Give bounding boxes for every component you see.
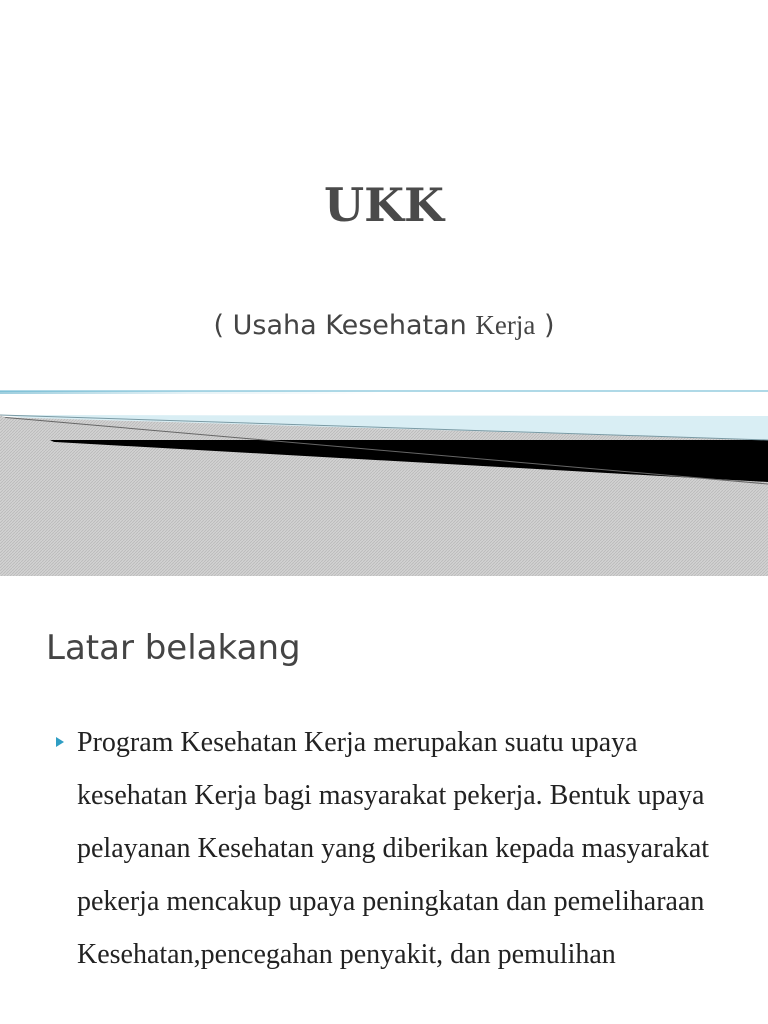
subtitle-text-2: Kerja [475,310,536,340]
slide-subtitle [0,310,768,341]
bullet-arrow-icon [56,737,64,747]
slide-title: UKK [323,178,445,232]
content-slide [0,576,768,1024]
subtitle-text-3: ) [535,310,555,341]
bullet-text: Program Kesehatan Kerja merupakan suatu upaya kesehatan Kerja bagi masyarakat pekerja. Bentuk upaya pelayanan Kesehatan yang diberikan kepada masyarakat pekerja mencakup upaya peningkatan dan pemeliharaan Kesehatan,pencegahan penyakit, dan pemulihan [77,727,710,970]
section-heading: Latar belakang [46,628,301,668]
subtitle-text-1: ( Usaha Kesehatan [213,310,476,341]
decorative-wave-bands [0,385,768,576]
